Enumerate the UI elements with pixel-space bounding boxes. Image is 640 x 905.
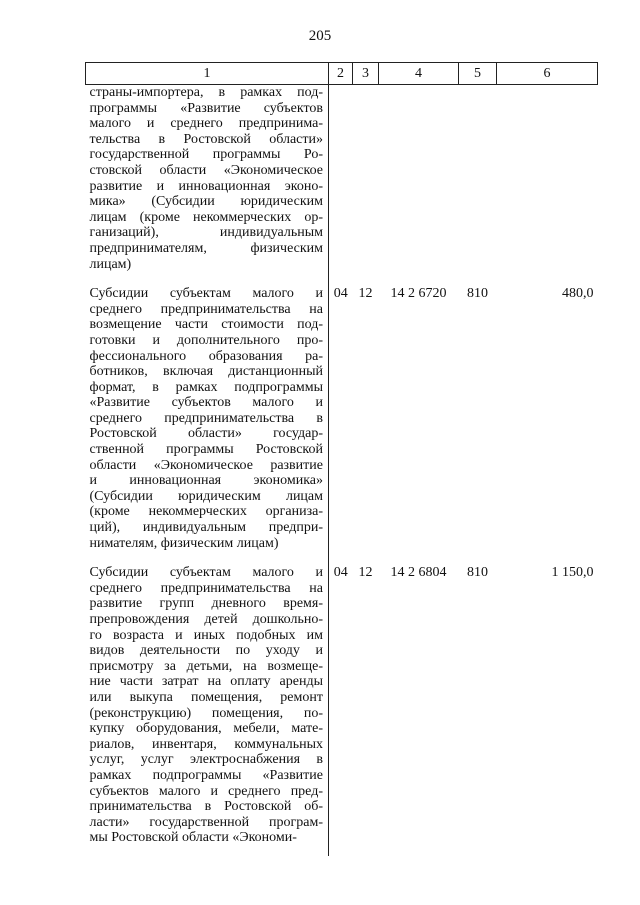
row-target-code: 14 2 6804 [390,565,447,581]
page-number: 205 [308,28,332,44]
description-line: мика» (Субсидии юридическим [89,194,323,210]
description-line: принимательства в Ростовской об- [89,799,323,815]
description-line: возмещение части стоимости под- [89,317,323,333]
description-line: фессионального образования ра- [89,348,323,364]
row-section-code: 04 [333,286,348,302]
row-expense-type-code [459,85,497,283]
description-line: лицам) [89,256,132,272]
row-amount: 1 150,0 [551,565,594,581]
description-line: рамках подпрограммы «Развитие [89,767,323,783]
table-body [86,85,598,856]
description-line: услуг, услуг электроснабжения в [89,752,323,768]
table-row [86,561,598,856]
description-line: предпринимателям, физическим [89,240,323,256]
description-line: препровождения детей дошкольно- [89,612,323,627]
description-line: программы «Развитие субъектов [89,100,323,116]
description-line: ственной программы Ростовской [89,442,323,458]
row-expense-type-code: 810 [467,286,488,302]
description-line: (реконструкцию) помещения, по- [89,705,323,721]
row-subsection-code: 12 [358,565,373,581]
description-line: области «Экономическое развитие [89,457,323,473]
header-col-1: 1 [86,63,329,85]
row-target-code: 14 2 6720 [390,286,447,302]
budget-table [85,62,598,856]
header-col-4: 4 [379,63,459,85]
row-subsection-code: 12 [358,286,373,302]
description-line: Ростовской области» государ- [89,426,323,442]
description-line: ганизаций), индивидуальным [89,225,323,241]
description-line: страны-импортера, в рамках под- [89,85,323,100]
row-target-code [379,85,459,283]
row-description [86,561,329,856]
description-line: среднего предпринимательства на [89,301,323,317]
table-row [86,282,598,561]
description-line: видов деятельности по уходу и [89,643,323,659]
description-line: купку оборудования, мебели, мате- [89,721,323,737]
description-line: ние части затрат на оплату аренды [89,674,323,690]
description-line: среднего предпринимательства в [89,410,323,426]
description-line: формат, в рамках подпрограммы [89,379,323,395]
description-line: стовской области «Экономическое [89,162,323,178]
header-col-5: 5 [459,63,497,85]
description-line: Субсидии субъектам малого и [89,565,323,581]
description-line: (кроме некоммерческих организа- [89,504,323,520]
description-line: развитие и инновационная эконо- [89,178,323,194]
description-line: нимателям, физическим лицам) [89,535,279,551]
description-line: готовки и дополнительного про- [89,332,323,348]
description-line: Субсидии субъектам малого и [89,286,323,302]
row-description [86,85,329,283]
row-subsection-code [353,85,379,283]
description-line: «Развитие субъектов малого и [89,395,323,411]
row-description [86,282,329,561]
row-amount: 480,0 [562,286,594,302]
description-line: развитие групп дневного время- [89,596,323,612]
description-line: и инновационная экономика» [89,473,323,489]
description-line: ций), индивидуальным предпри- [89,520,323,536]
row-amount [497,85,598,283]
description-line: или выкупа помещения, ремонт [89,689,323,705]
description-line: ласти» государственной програм- [89,814,323,830]
description-line: мы Ростовской области «Экономи- [89,830,297,846]
description-line: (Субсидии юридическим лицам [89,488,323,504]
row-section-code [329,85,353,283]
header-col-6: 6 [497,63,598,85]
header-col-2: 2 [329,63,353,85]
description-line: ботников, включая дистанционный [89,364,323,380]
header-row [86,63,598,85]
description-line: тельства в Ростовской области» [89,131,323,147]
row-expense-type-code: 810 [467,565,488,581]
description-line: риалов, инвентаря, коммунальных [89,736,323,752]
row-section-code: 04 [333,565,348,581]
table-row [86,85,598,283]
header-col-3: 3 [353,63,379,85]
description-line: лицам (кроме некоммерческих ор- [89,209,323,225]
description-line: малого и среднего предпринима- [89,116,323,132]
description-line: субъектов малого и среднего пред- [89,783,323,799]
description-line: среднего предпринимательства на [89,580,323,596]
description-line: присмотру за детьми, на возмеще- [89,658,323,674]
description-line: го возраста и иных подобных им [89,627,323,643]
description-line: государственной программы Ро- [89,147,323,163]
